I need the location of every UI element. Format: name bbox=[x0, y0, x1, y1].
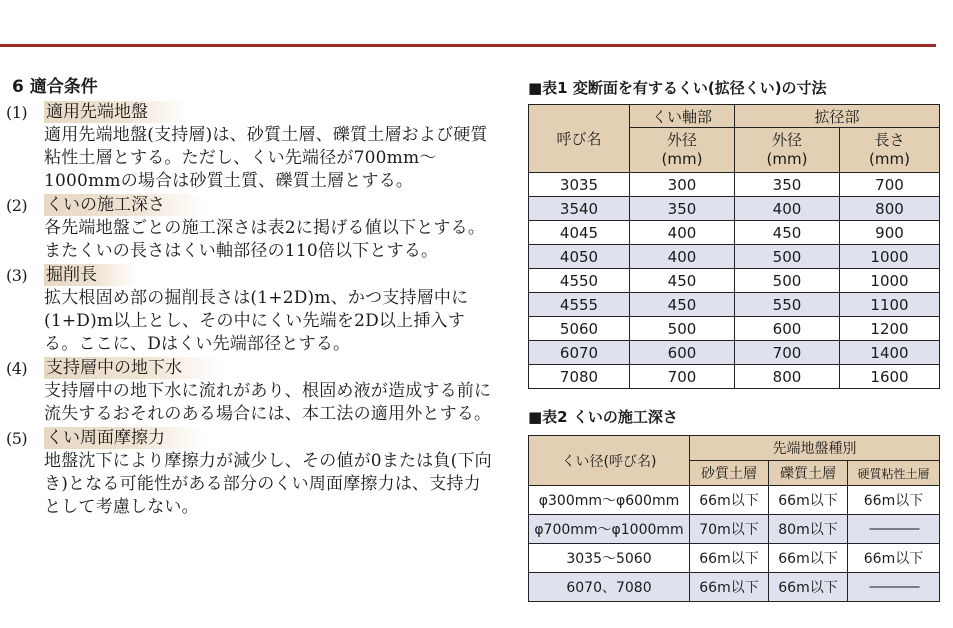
table-row bbox=[529, 269, 940, 293]
table-cell: 6070 bbox=[529, 341, 630, 365]
table-cell: 400 bbox=[630, 245, 735, 269]
condition-item-1 bbox=[6, 100, 496, 193]
header-shaft-diameter: 外径 (mm) bbox=[630, 128, 735, 173]
header-gravel: 礫質土層 bbox=[769, 461, 848, 486]
table-cell: 600 bbox=[735, 317, 840, 341]
table-cell: 600 bbox=[630, 341, 735, 365]
table-cell: 350 bbox=[630, 197, 735, 221]
table-cell: 450 bbox=[630, 293, 735, 317]
condition-item-3 bbox=[6, 263, 496, 356]
table-cell: 700 bbox=[630, 365, 735, 389]
table-row bbox=[529, 365, 940, 389]
table-cell: ―――― bbox=[848, 573, 940, 602]
header-enlarged-length: 長さ (mm) bbox=[840, 128, 940, 173]
table-row bbox=[529, 486, 940, 515]
table1-caption: ■表1 変断面を有するくい(拡径くい)の寸法 bbox=[528, 79, 827, 97]
item-number: (1) bbox=[6, 102, 28, 122]
item-title: くいの施工深さ bbox=[44, 194, 205, 216]
table-cell: 5060 bbox=[529, 317, 630, 341]
table-cell: 800 bbox=[840, 197, 940, 221]
item-title: 適用先端地盤 bbox=[44, 101, 188, 123]
table-cell: 450 bbox=[735, 221, 840, 245]
item-body: 各先端地盤ごとの施工深さは表2に掲げる値以下とする。またくいの長さはくい軸部径の110倍以下とする。 bbox=[44, 218, 486, 261]
table-cell: 1400 bbox=[840, 341, 940, 365]
table-cell: 500 bbox=[735, 245, 840, 269]
table-row bbox=[529, 544, 940, 573]
header-hard-clay: 硬質粘性土層 bbox=[848, 461, 940, 486]
table-row bbox=[529, 197, 940, 221]
table-cell: 66m以下 bbox=[848, 544, 940, 573]
table-cell: 700 bbox=[840, 173, 940, 197]
header-pile-diameter: くい径(呼び名) bbox=[529, 436, 690, 486]
header-name: 呼び名 bbox=[529, 105, 630, 173]
condition-item-2 bbox=[6, 193, 496, 263]
header-enlarged-group: 拡径部 bbox=[735, 105, 940, 128]
table-cell: 80m以下 bbox=[769, 515, 848, 544]
table-cell: 700 bbox=[735, 341, 840, 365]
item-title: 掘削長 bbox=[44, 264, 137, 286]
table-cell: 800 bbox=[735, 365, 840, 389]
header-ground-type-group: 先端地盤種別 bbox=[690, 436, 940, 461]
table-cell: 550 bbox=[735, 293, 840, 317]
table-row bbox=[529, 245, 940, 269]
item-body: 地盤沈下により摩擦力が減少し、その値が0または負(下向き)となる可能性がある部分のくい周面摩擦力は、支持力として考慮しない。 bbox=[44, 451, 492, 517]
table-cell: 66m以下 bbox=[690, 544, 769, 573]
table2-caption: ■表2 くいの施工深さ bbox=[528, 408, 678, 426]
header-shaft-group: くい軸部 bbox=[630, 105, 735, 128]
table-cell: 3540 bbox=[529, 197, 630, 221]
table-cell: 66m以下 bbox=[769, 544, 848, 573]
table-cell: 450 bbox=[630, 269, 735, 293]
table-row bbox=[529, 573, 940, 602]
item-body: 支持層中の地下水に流れがあり、根固め液が造成する前に流失するおそれのある場合には、本工法の適用外とする。 bbox=[44, 381, 492, 424]
item-number: (5) bbox=[6, 428, 28, 448]
table-cell: 6070、7080 bbox=[529, 573, 690, 602]
table-cell: 4550 bbox=[529, 269, 630, 293]
table-cell: 66m以下 bbox=[690, 486, 769, 515]
condition-item-4 bbox=[6, 356, 496, 426]
header-enlarged-diameter: 外径 (mm) bbox=[735, 128, 840, 173]
table-cell: 1200 bbox=[840, 317, 940, 341]
tables-column bbox=[526, 78, 941, 602]
table-cell: φ300mm～φ600mm bbox=[529, 486, 690, 515]
table-row bbox=[529, 221, 940, 245]
table-cell: 300 bbox=[630, 173, 735, 197]
construction-depth-table bbox=[528, 435, 940, 602]
table-cell: 1000 bbox=[840, 269, 940, 293]
table-cell: 4045 bbox=[529, 221, 630, 245]
table-cell: 1600 bbox=[840, 365, 940, 389]
table-cell: 350 bbox=[735, 173, 840, 197]
table-cell: 3035～5060 bbox=[529, 544, 690, 573]
table-row bbox=[529, 341, 940, 365]
item-body: 拡大根固め部の掘削長さは(1+2D)m、かつ支持層中に(1+D)m以上とし、その中にくい先端を2D以上挿入する。ここに、Dはくい先端部径とする。 bbox=[44, 288, 469, 354]
table-cell: 500 bbox=[735, 269, 840, 293]
table-cell: 70m以下 bbox=[690, 515, 769, 544]
table-cell: 4050 bbox=[529, 245, 630, 269]
table-cell: ―――― bbox=[848, 515, 940, 544]
item-body: 適用先端地盤(支持層)は、砂質土層、礫質土層および硬質粘性土層とする。ただし、くい先端径が700mm～1000mmの場合は砂質土質、礫質土層とする。 bbox=[44, 125, 488, 191]
pile-dimension-table bbox=[528, 104, 940, 389]
table-row bbox=[529, 317, 940, 341]
section-title: 6 適合条件 bbox=[12, 77, 98, 97]
table-cell: 66m以下 bbox=[690, 573, 769, 602]
table-cell: 400 bbox=[735, 197, 840, 221]
table-cell: 66m以下 bbox=[769, 486, 848, 515]
table-cell: 400 bbox=[630, 221, 735, 245]
condition-item-5 bbox=[6, 426, 496, 519]
conditions-section bbox=[6, 76, 496, 519]
item-number: (4) bbox=[6, 358, 28, 378]
table-cell: 66m以下 bbox=[848, 486, 940, 515]
table-cell: 7080 bbox=[529, 365, 630, 389]
table-row bbox=[529, 293, 940, 317]
table-cell: 500 bbox=[630, 317, 735, 341]
table-row bbox=[529, 515, 940, 544]
item-title: くい周面摩擦力 bbox=[44, 427, 205, 449]
table-cell: 1000 bbox=[840, 245, 940, 269]
item-number: (2) bbox=[6, 195, 28, 215]
table-cell: 900 bbox=[840, 221, 940, 245]
table-cell: 66m以下 bbox=[769, 573, 848, 602]
table-cell: 3035 bbox=[529, 173, 630, 197]
item-title: 支持層中の地下水 bbox=[44, 357, 222, 379]
table-cell: φ700mm～φ1000mm bbox=[529, 515, 690, 544]
top-rule bbox=[0, 44, 936, 47]
header-sandy: 砂質土層 bbox=[690, 461, 769, 486]
item-number: (3) bbox=[6, 265, 28, 285]
table-cell: 1100 bbox=[840, 293, 940, 317]
table-cell: 4555 bbox=[529, 293, 630, 317]
table-row bbox=[529, 173, 940, 197]
